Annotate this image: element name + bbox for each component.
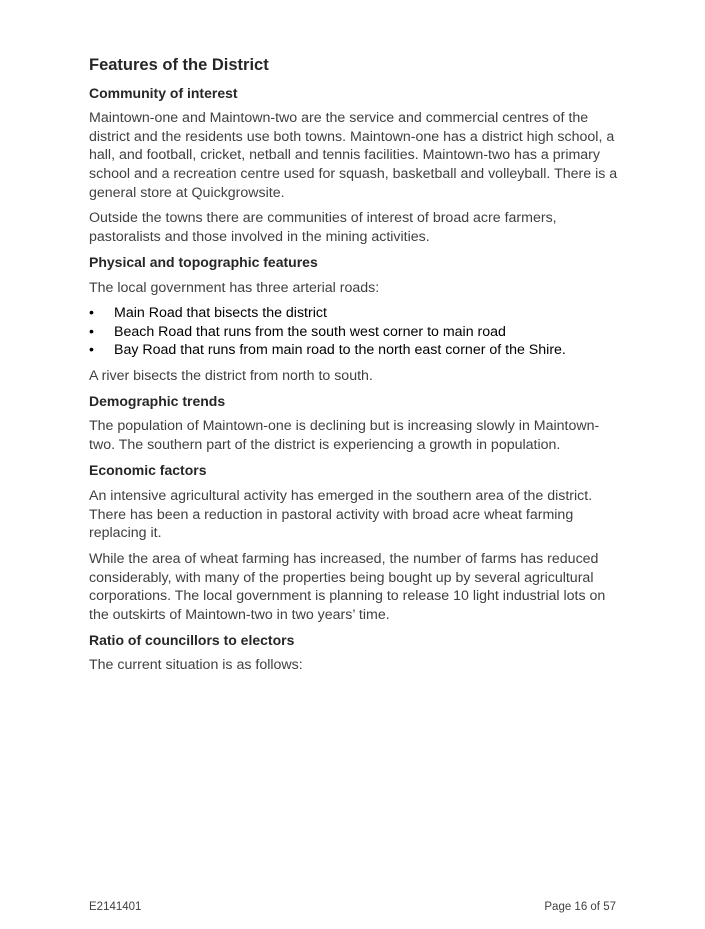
list-item [89, 323, 624, 342]
bullet-icon: • [89, 342, 94, 359]
economic-heading: Economic factors [89, 462, 207, 478]
roads-list [89, 304, 624, 360]
community-paragraph-1: Maintown-one and Maintown-two are the service and commercial centres of the district and the residents use both towns. Maintown-one has a district high school, a hall, and football, cricket, netball and tennis facilities. Maintown-two has a primary school and a recreation centre used for squash, basketball and volleyball. There is a general store at Quickgrowsite. [89, 110, 618, 201]
list-item [89, 304, 624, 323]
community-heading: Community of interest [89, 85, 238, 101]
list-item [89, 341, 624, 360]
demographic-paragraph: The population of Maintown-one is declining but is increasing slowly in Maintown-two. The southern part of the district is experiencing a growth in population. [89, 418, 600, 453]
bullet-icon: • [89, 305, 94, 321]
bullet-icon: • [89, 323, 94, 340]
physical-heading: Physical and topographic features [89, 254, 318, 270]
footer-page-number: Page 16 of 57 [544, 901, 616, 913]
road-text: Bay Road that runs from main road to the north east corner of the Shire. [114, 342, 566, 359]
community-paragraph-2: Outside the towns there are communities of interest of broad acre farmers, pastoralists and those involved in the mining activities. [89, 210, 557, 245]
ratio-heading: Ratio of councillors to electors [89, 632, 295, 648]
footer-document-id: E2141401 [89, 901, 142, 913]
demographic-heading: Demographic trends [89, 393, 226, 409]
ratio-paragraph: The current situation is as follows: [89, 657, 303, 673]
river-text: A river bisects the district from north to south. [89, 368, 373, 384]
road-text: Beach Road that runs from the south west corner to main road [114, 323, 506, 340]
road-text: Main Road that bisects the district [114, 305, 327, 321]
page-title: Features of the District [89, 56, 269, 74]
roads-intro: The local government has three arterial roads: [89, 280, 380, 296]
economic-paragraph-2: While the area of wheat farming has increased, the number of farms has reduced considerably, with many of the properties being bought up by several agricultural corporations. The local government is planning to release 10 light industrial lots on the outskirts of Maintown-two in two years’ time. [89, 551, 606, 624]
economic-paragraph-1: An intensive agricultural activity has emerged in the southern area of the district. There has been a reduction in pastoral activity with broad acre wheat farming replacing it. [89, 488, 593, 542]
